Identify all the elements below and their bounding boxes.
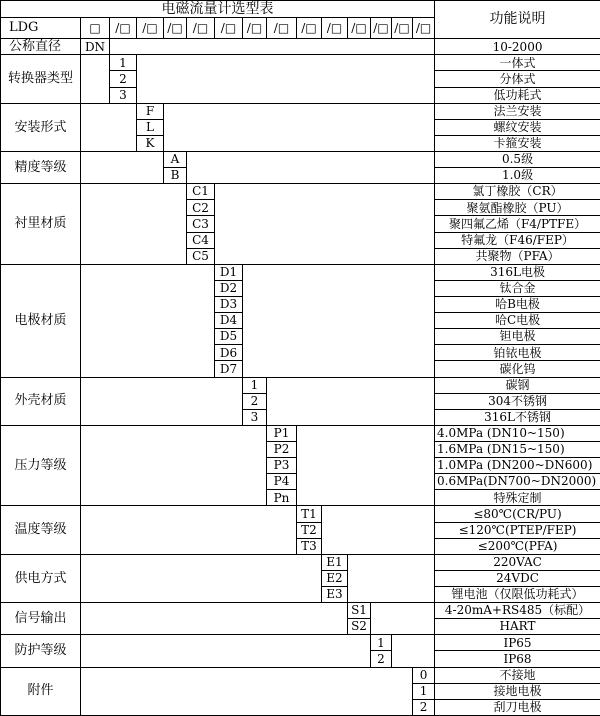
empty-span <box>81 264 215 377</box>
code-cell: C3 <box>187 216 215 232</box>
code-cell: P4 <box>267 474 297 490</box>
empty-span <box>81 184 187 265</box>
code-cell: 1 <box>413 683 435 699</box>
function-cell: 0.6MPa(DN700~DN2000) <box>435 474 600 490</box>
code-cell: T1 <box>297 506 322 522</box>
model-slot-cell: /□ <box>267 18 297 39</box>
code-cell: E3 <box>322 586 348 602</box>
empty-span <box>81 377 243 425</box>
function-cell: IP65 <box>435 635 600 651</box>
section-row <box>1 425 600 441</box>
category-label: 安装形式 <box>1 103 81 151</box>
section-row <box>1 152 600 168</box>
code-cell: E1 <box>322 554 348 570</box>
function-cell: 特氟龙（F46/FEP） <box>435 232 600 248</box>
code-cell: D5 <box>215 329 243 345</box>
model-slot-cell: /□ <box>392 18 413 39</box>
code-cell: T2 <box>297 522 322 538</box>
category-label: 衬里材质 <box>1 184 81 265</box>
code-cell: K <box>137 135 164 151</box>
empty-span <box>81 635 371 667</box>
function-cell: 304不锈钢 <box>435 393 600 409</box>
function-cell: 铂铱电极 <box>435 345 600 361</box>
code-cell: D6 <box>215 345 243 361</box>
function-cell: 316L不锈钢 <box>435 409 600 425</box>
model-slot-cell: /□ <box>164 18 187 39</box>
function-cell: 聚四氟乙烯（F4/PTFE） <box>435 216 600 232</box>
code-cell: 1 <box>110 55 137 71</box>
code-cell: C2 <box>187 200 215 216</box>
function-cell: HART <box>435 619 600 635</box>
category-label: 转换器类型 <box>1 55 81 103</box>
code-cell: P2 <box>267 441 297 457</box>
empty-span <box>81 667 413 715</box>
empty-span <box>215 184 435 265</box>
function-cell: 0.5级 <box>435 152 600 168</box>
empty-span <box>81 55 110 103</box>
model-slot-cell: /□ <box>348 18 371 39</box>
code-cell: F <box>137 103 164 119</box>
code-cell: C5 <box>187 248 215 264</box>
empty-span <box>81 506 297 554</box>
model-slot-cell: /□ <box>371 18 392 39</box>
model-slot-cell: /□ <box>215 18 243 39</box>
empty-span <box>137 55 435 103</box>
empty-span <box>348 554 435 602</box>
empty-span <box>110 39 435 55</box>
code-cell: 3 <box>110 87 137 103</box>
function-cell: IP68 <box>435 651 600 667</box>
function-cell: ≤80℃(CR/PU) <box>435 506 600 522</box>
empty-span <box>81 425 267 506</box>
code-cell: D7 <box>215 361 243 377</box>
function-cell: 低功耗式 <box>435 87 600 103</box>
code-cell: 2 <box>371 651 392 667</box>
code-cell: L <box>137 119 164 135</box>
code-cell: C1 <box>187 184 215 200</box>
function-cell: 220VAC <box>435 554 600 570</box>
empty-span <box>81 554 322 602</box>
empty-span <box>81 603 348 635</box>
empty-span <box>371 603 435 635</box>
code-cell: D1 <box>215 264 243 280</box>
checkbox-cell: □ <box>81 18 110 39</box>
function-cell: 316L电极 <box>435 264 600 280</box>
code-cell: 1 <box>243 377 267 393</box>
section-row <box>1 603 600 619</box>
function-cell: 4-20mA+RS485（标配） <box>435 603 600 619</box>
code-cell: 2 <box>110 71 137 87</box>
function-cell: 钽电极 <box>435 329 600 345</box>
function-cell: 钛合金 <box>435 280 600 296</box>
code-cell: 1 <box>371 635 392 651</box>
code-cell: A <box>164 152 187 168</box>
code-cell: 0 <box>413 667 435 683</box>
category-label: 信号输出 <box>1 603 81 635</box>
empty-span <box>267 377 435 425</box>
empty-span <box>392 635 435 667</box>
model-slot-cell: /□ <box>322 18 348 39</box>
category-label: 供电方式 <box>1 554 81 602</box>
empty-span <box>297 425 435 506</box>
empty-span <box>187 152 435 184</box>
code-cell: D4 <box>215 313 243 329</box>
function-cell: 不接地 <box>435 667 600 683</box>
category-label: 精度等级 <box>1 152 81 184</box>
code-cell: D2 <box>215 280 243 296</box>
function-cell: 刮刀电极 <box>435 699 600 715</box>
section-row <box>1 554 600 570</box>
function-cell: 螺纹安装 <box>435 119 600 135</box>
function-cell: 法兰安装 <box>435 103 600 119</box>
function-cell: 哈C电极 <box>435 313 600 329</box>
model-slot-cell: /□ <box>297 18 322 39</box>
category-label: 防护等级 <box>1 635 81 667</box>
function-cell: 哈B电极 <box>435 297 600 313</box>
empty-span <box>81 152 164 184</box>
function-cell: 1.0级 <box>435 168 600 184</box>
category-label: 公称直径 <box>1 39 81 55</box>
code-cell: 2 <box>243 393 267 409</box>
function-cell: ≤200℃(PFA) <box>435 538 600 554</box>
function-cell: 分体式 <box>435 71 600 87</box>
diameter-row <box>1 39 600 55</box>
code-cell: S1 <box>348 603 371 619</box>
section-row <box>1 55 600 71</box>
function-column-header: 功能说明 <box>435 1 600 39</box>
empty-span <box>243 264 435 377</box>
category-label: 压力等级 <box>1 425 81 506</box>
code-cell: 3 <box>243 409 267 425</box>
model-slot-cell: /□ <box>243 18 267 39</box>
page-title: 电磁流量计选型表 <box>1 1 435 18</box>
code-cell: 2 <box>413 699 435 715</box>
code-cell: DN <box>81 39 110 55</box>
model-prefix-label: LDG <box>1 18 81 39</box>
function-cell: 特殊定制 <box>435 490 600 506</box>
category-label: 外壳材质 <box>1 377 81 425</box>
function-cell: 聚氨酯橡胶（PU） <box>435 200 600 216</box>
section-row <box>1 667 600 683</box>
model-slot-cell: /□ <box>187 18 215 39</box>
code-cell: C4 <box>187 232 215 248</box>
function-cell: 24VDC <box>435 570 600 586</box>
category-label: 附件 <box>1 667 81 715</box>
empty-span <box>164 103 435 151</box>
category-label: 温度等级 <box>1 506 81 554</box>
function-cell: 卡箍安装 <box>435 135 600 151</box>
section-row <box>1 103 600 119</box>
section-row <box>1 635 600 651</box>
section-row <box>1 377 600 393</box>
function-cell: 接地电极 <box>435 683 600 699</box>
code-cell: E2 <box>322 570 348 586</box>
code-cell: T3 <box>297 538 322 554</box>
function-cell: 碳化钨 <box>435 361 600 377</box>
function-cell: 4.0MPa (DN10~150) <box>435 425 600 441</box>
code-cell: S2 <box>348 619 371 635</box>
code-cell: B <box>164 168 187 184</box>
model-slot-cell: /□ <box>413 18 435 39</box>
empty-span <box>322 506 435 554</box>
section-row <box>1 506 600 522</box>
model-slot-cell: /□ <box>110 18 137 39</box>
section-row <box>1 264 600 280</box>
section-row <box>1 184 600 200</box>
function-cell: 一体式 <box>435 55 600 71</box>
code-cell: D3 <box>215 297 243 313</box>
function-cell: 10-2000 <box>435 39 600 55</box>
function-cell: 氯丁橡胶（CR） <box>435 184 600 200</box>
code-cell: Pn <box>267 490 297 506</box>
category-label: 电极材质 <box>1 264 81 377</box>
function-cell: 共聚物（PFA） <box>435 248 600 264</box>
title-row <box>1 1 600 18</box>
function-cell: 1.6MPa (DN15~150) <box>435 441 600 457</box>
function-cell: ≤120℃(PTEP/FEP) <box>435 522 600 538</box>
model-slot-cell: /□ <box>137 18 164 39</box>
function-cell: 1.0MPa (DN200~DN600) <box>435 458 600 474</box>
code-cell: P1 <box>267 425 297 441</box>
code-cell: P3 <box>267 458 297 474</box>
function-cell: 锂电池（仅限低功耗式） <box>435 586 600 602</box>
function-cell: 碳钢 <box>435 377 600 393</box>
empty-span <box>81 103 137 151</box>
